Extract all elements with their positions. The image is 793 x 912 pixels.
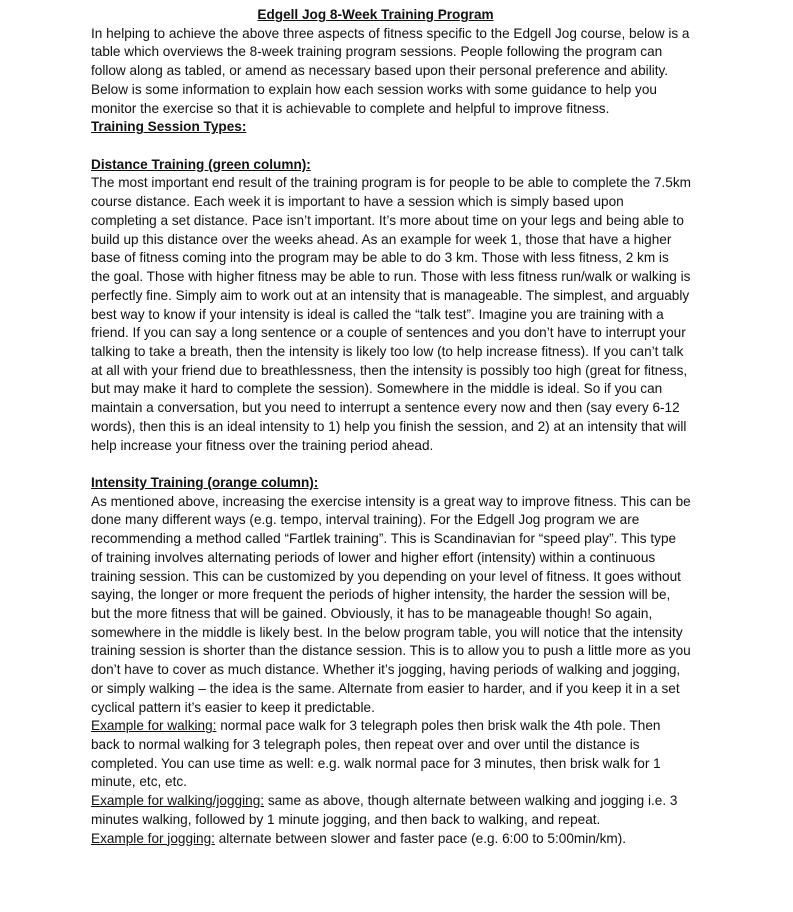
- document-page: [91, 6, 691, 848]
- example-jogging-label: Example for jogging:: [91, 830, 215, 846]
- example-jogging: [91, 830, 691, 849]
- document-title: Edgell Jog 8-Week Training Program: [257, 7, 494, 22]
- example-walking-text: normal pace walk for 3 telegraph poles then brisk walk the 4th pole. Then back to normal walking for 3 telegraph poles, then repeat over and over until the distance is completed. You can use time as well: e.g. walk normal pace for 3 minutes, then brisk walk for 1 minute, etc, etc.: [91, 718, 661, 790]
- distance-training-paragraph: The most important end result of the training program is for people to be able to complete the 7.5km course distance. Each week it is important to have a session which is simply based upon completing a set distance. Pace isn’t important. It’s more about time on your legs and being able to build up this distance over the weeks ahead. As an example for week 1, those that have a higher base of fitness coming into the program may be able to do 3 km. Those with less fitness, 2 km is the goal. Those with higher fitness may be able to run. Those with less fitness run/walk or walking is perfectly fine. Simply aim to work out at an intensity that is manageable. The simplest, and arguably best way to know if your intensity is ideal is called the “talk test”. Imagine you are training with a friend. If you can say a long sentence or a couple of sentences and you don’t have to interrupt your talking to take a breath, then the intensity is likely too low (to help increase fitness). If you can’t talk at all with your friend due to breathlessness, then the intensity is possibly too high (great for fitness, but may make it hard to complete the session). Somewhere in the middle is ideal. So if you can maintain a conversation, but you need to interrupt a sentence every now and then (say every 6-12 words), then this is an ideal intensity to 1) help you finish the session, and 2) at an intensity that will help increase your fitness over the training period ahead.: [91, 175, 691, 453]
- distance-training-heading: Distance Training (green column):: [91, 156, 311, 172]
- example-walking-label: Example for walking:: [91, 718, 217, 734]
- example-walking-jogging-label: Example for walking/jogging:: [91, 793, 265, 809]
- intro-paragraph: In helping to achieve the above three aspects of fitness specific to the Edgell Jog course, below is a table which overviews the 8-week training program sessions. People following the program can follow along as tabled, or amend as necessary based upon their personal preference and ability. Below is some information to explain how each session works with some guidance to help you monitor the exercise so that it is achievable to complete and helpful to improve fitness.: [91, 25, 690, 116]
- spacer: [91, 455, 691, 474]
- spacer: [91, 137, 691, 156]
- intensity-training-heading: Intensity Training (orange column):: [91, 474, 319, 490]
- example-walking-jogging-text: same as above, though alternate between walking and jogging i.e. 3 minutes walking, followed by 1 minute jogging, and then back to walking, and repeat.: [91, 793, 678, 827]
- intensity-training-paragraph: As mentioned above, increasing the exercise intensity is a great way to improve fitness. This can be done many different ways (e.g. tempo, interval training). For the Edgell Jog program we are recommending a method called “Fartlek training”. This is Scandinavian for “speed play”. This type of training involves alternating periods of lower and higher effort (intensity) within a continuous training session. This can be customized by you depending on your level of fitness. It goes without saying, the longer or more frequent the periods of higher intensity, the harder the session will be, but the more fitness that will be gained. Obviously, it has to be manageable though! So again, somewhere in the middle is likely best. In the below program table, you will notice that the intensity training session is shorter than the distance session. This is to allow you to push a little more as you don’t have to cover as much distance. Whether it’s jogging, having periods of walking and jogging, or simply walking – the idea is the same. Alternate from easier to harder, and if you keep it in a set cyclical pattern it’s easier to keep it predictable.: [91, 493, 691, 715]
- example-walking: [91, 717, 691, 792]
- session-types-heading: Training Session Types:: [91, 119, 247, 135]
- example-jogging-text: alternate between slower and faster pace (e.g. 6:00 to 5:00min/km).: [214, 830, 626, 846]
- example-walking-jogging: [91, 792, 691, 829]
